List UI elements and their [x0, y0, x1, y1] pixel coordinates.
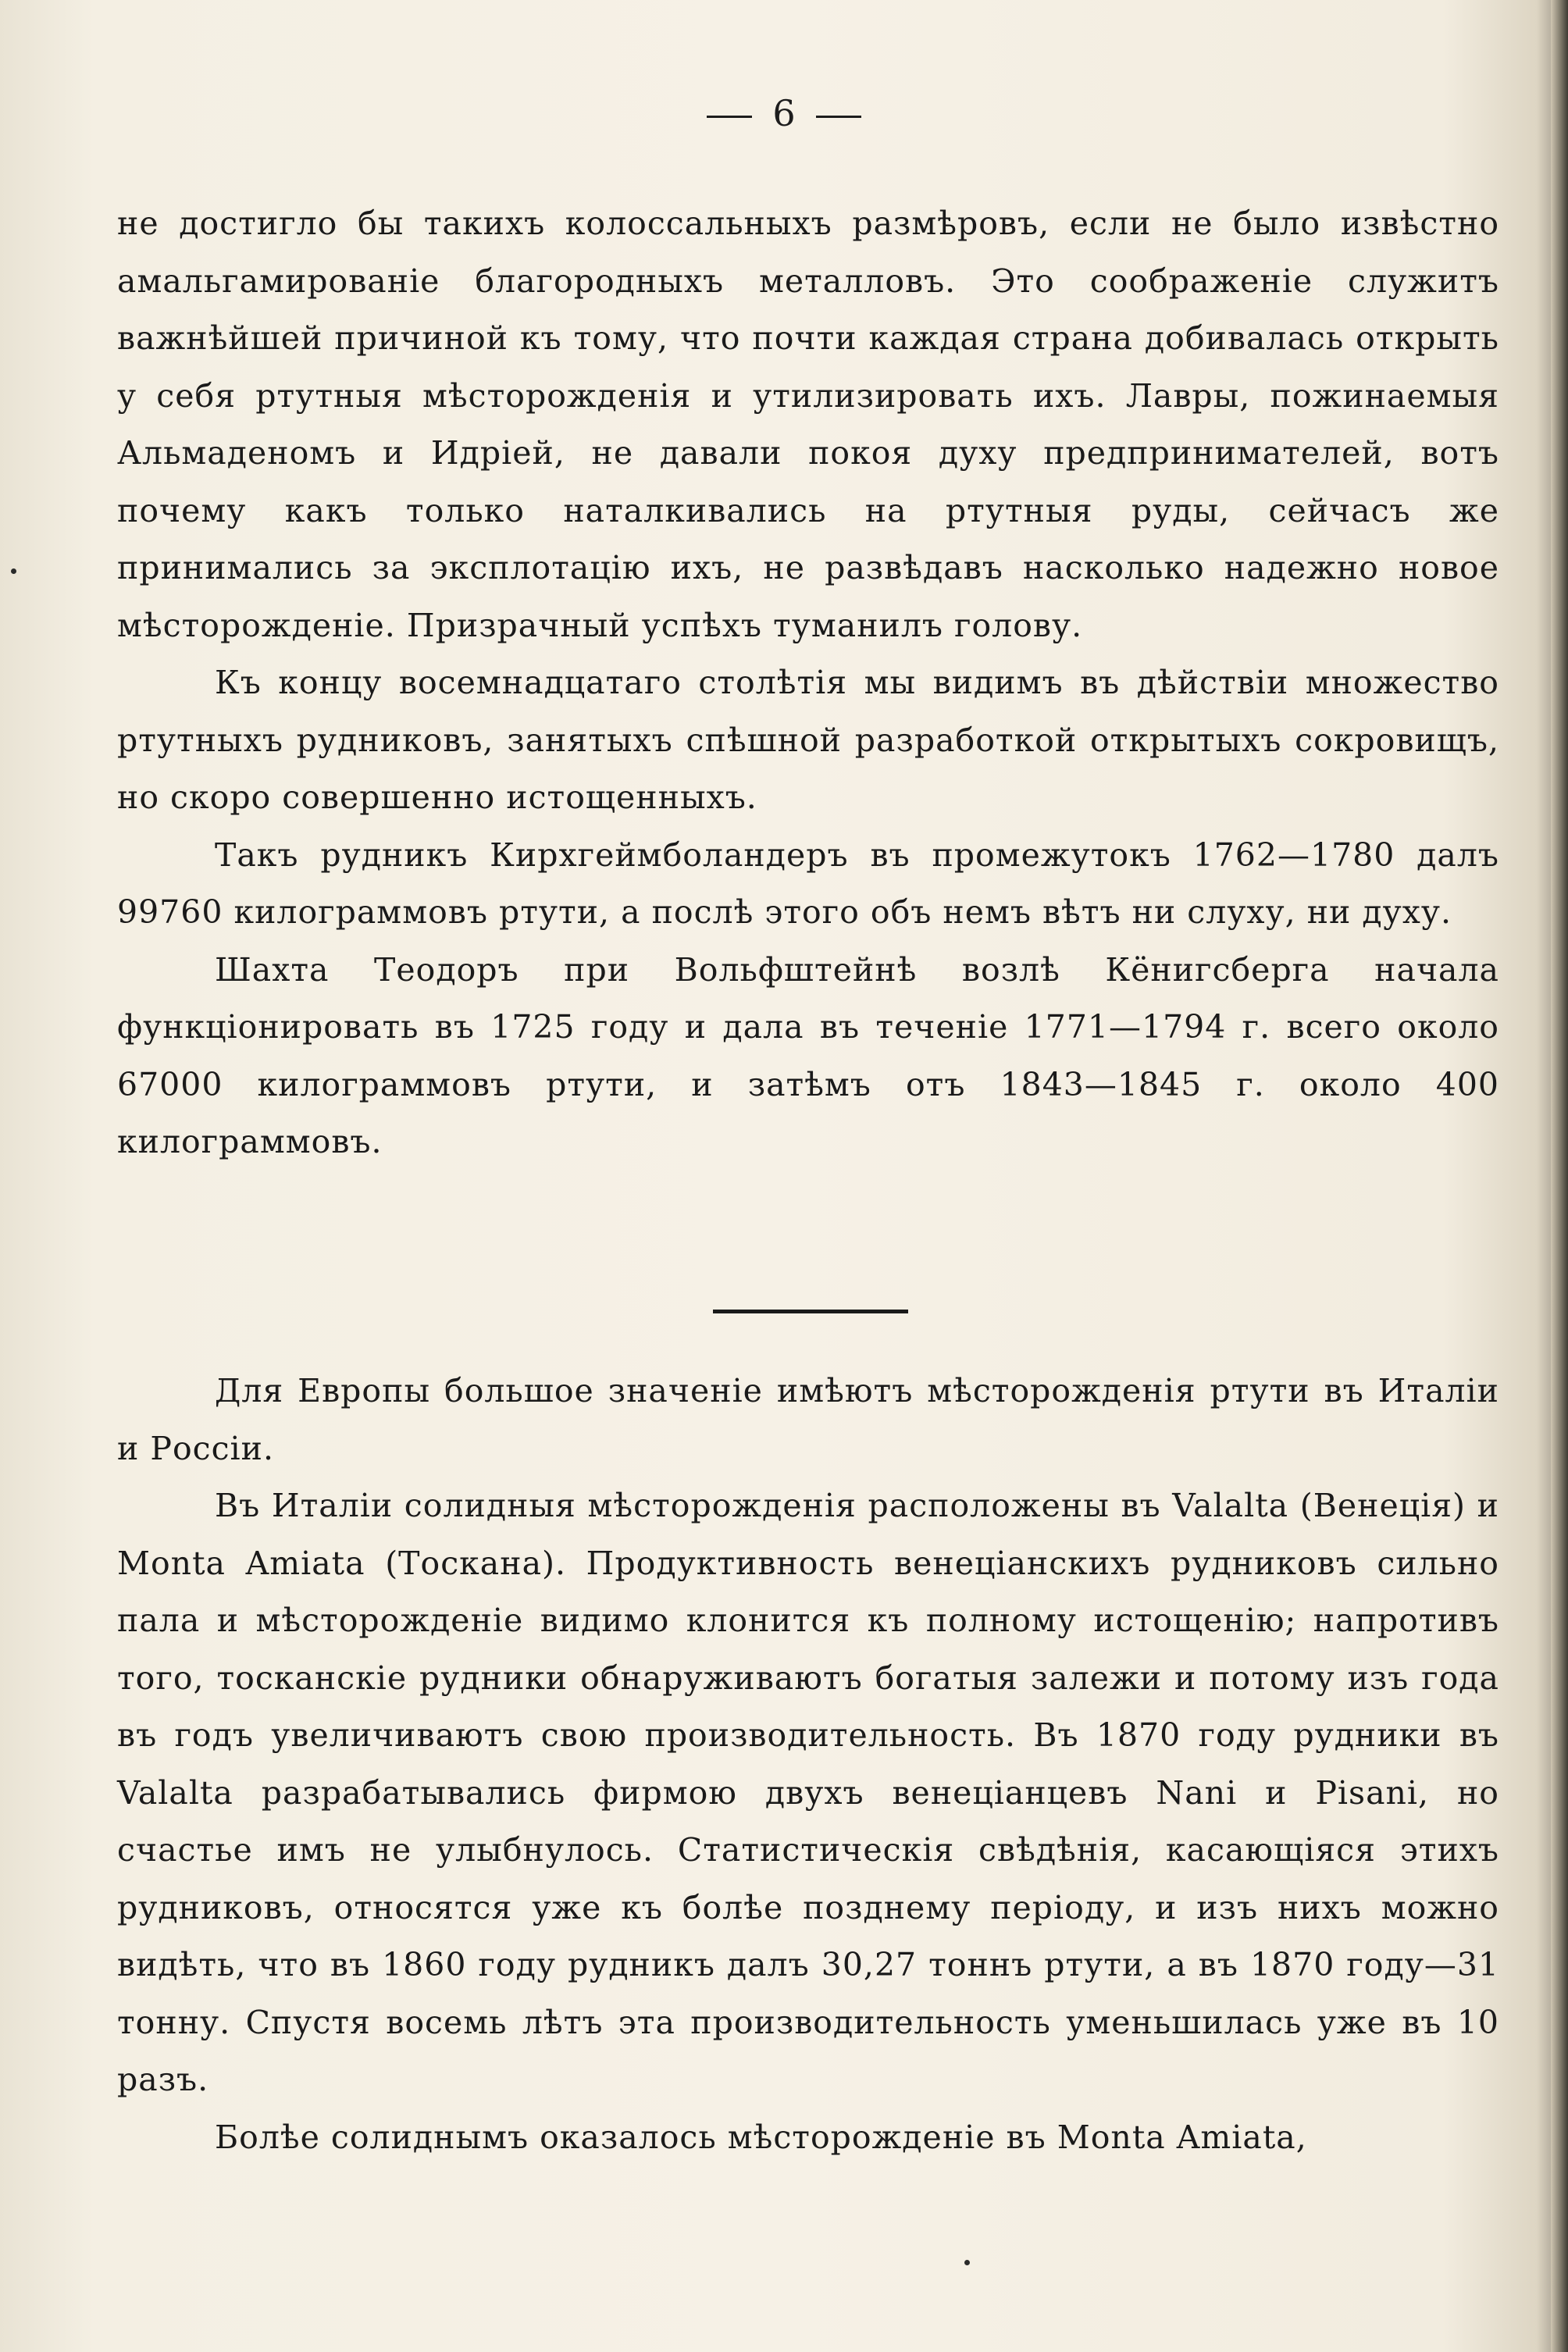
page-number: [0, 92, 1568, 134]
section-separator-rule: [713, 1310, 908, 1313]
ink-speck: [11, 568, 16, 574]
paragraph: Для Европы большое значеніе имѣютъ мѣсторожденія ртути въ Италіи и Россіи.: [117, 1372, 1499, 1467]
paragraph: Болѣе солиднымъ оказалось мѣсторожденіе въ Monta Amiata,: [215, 2118, 1307, 2156]
page-number-dash-left: [707, 116, 752, 118]
page-number-value: 6: [772, 92, 796, 134]
ink-speck: [964, 2260, 970, 2265]
page-number-dash-right: [816, 116, 861, 118]
page-edge-shadow: [1551, 0, 1568, 2352]
paragraph: Такъ рудникъ Кирхгеймболандеръ въ промежутокъ 1762—1780 далъ 99760 килограммовъ ртути, а послѣ этого объ немъ вѣтъ ни слуху, ни духу.: [117, 836, 1499, 931]
text-block-lower: [117, 1363, 1499, 2166]
paragraph: Шахта Теодоръ при Вольфштейнѣ возлѣ Кёнигсберга начала функціонировать въ 1725 году и дала въ теченіе 1771—1794 г. всего около 67000 килограммовъ ртути, и затѣмъ отъ 1843—1845 г. около 400 килограммовъ.: [117, 950, 1499, 1160]
text-block-upper: [117, 195, 1499, 1171]
paragraph: Въ Италіи солидныя мѣсторожденія расположены въ Valalta (Венеція) и Monta Amiata (Тоскана). Продуктивность венеціанскихъ рудниковъ сильно пала и мѣсторожденіе видимо клонится къ полному истощенію; напротивъ того, тосканскіе рудники обнаруживаютъ богатыя залежи и потому изъ года въ годъ увеличиваютъ свою производительность. Въ 1870 году рудники въ Valalta разрабатывались фирмою двухъ венеціанцевъ Nani и Pisani, но счастье имъ не улыбнулось. Статистическія свѣдѣнія, касающіяся этихъ рудниковъ, относятся уже къ болѣе позднему періоду, и изъ нихъ можно видѣть, что въ 1860 году рудникъ далъ 30,27 тоннъ ртути, а въ 1870 году—31 тонну. Спустя восемь лѣтъ эта производительность уменьшилась уже въ 10 разъ.: [117, 1487, 1499, 2098]
paragraph: Къ концу восемнадцатаго столѣтія мы видимъ въ дѣйствіи множество ртутныхъ рудниковъ, занятыхъ спѣшной разработкой открытыхъ сокровищъ, но скоро совершенно истощенныхъ.: [117, 664, 1499, 816]
paragraph: не достигло бы такихъ колоссальныхъ размѣровъ, если не было извѣстно амальгамированіе благородныхъ металловъ. Это соображеніе служитъ важнѣйшей причиной къ тому, что почти каждая страна добивалась открыть у себя ртутныя мѣсторожденія и утилизировать ихъ. Лавры, пожинаемыя Альмаденомъ и Идріей, не давали покоя духу предпринимателей, вотъ почему какъ только наталкивались на ртутныя руды, сейчасъ же принимались за эксплотацію ихъ, не развѣдавъ насколько надежно новое мѣсторожденіе. Призрачный успѣхъ туманилъ голову.: [117, 205, 1499, 644]
